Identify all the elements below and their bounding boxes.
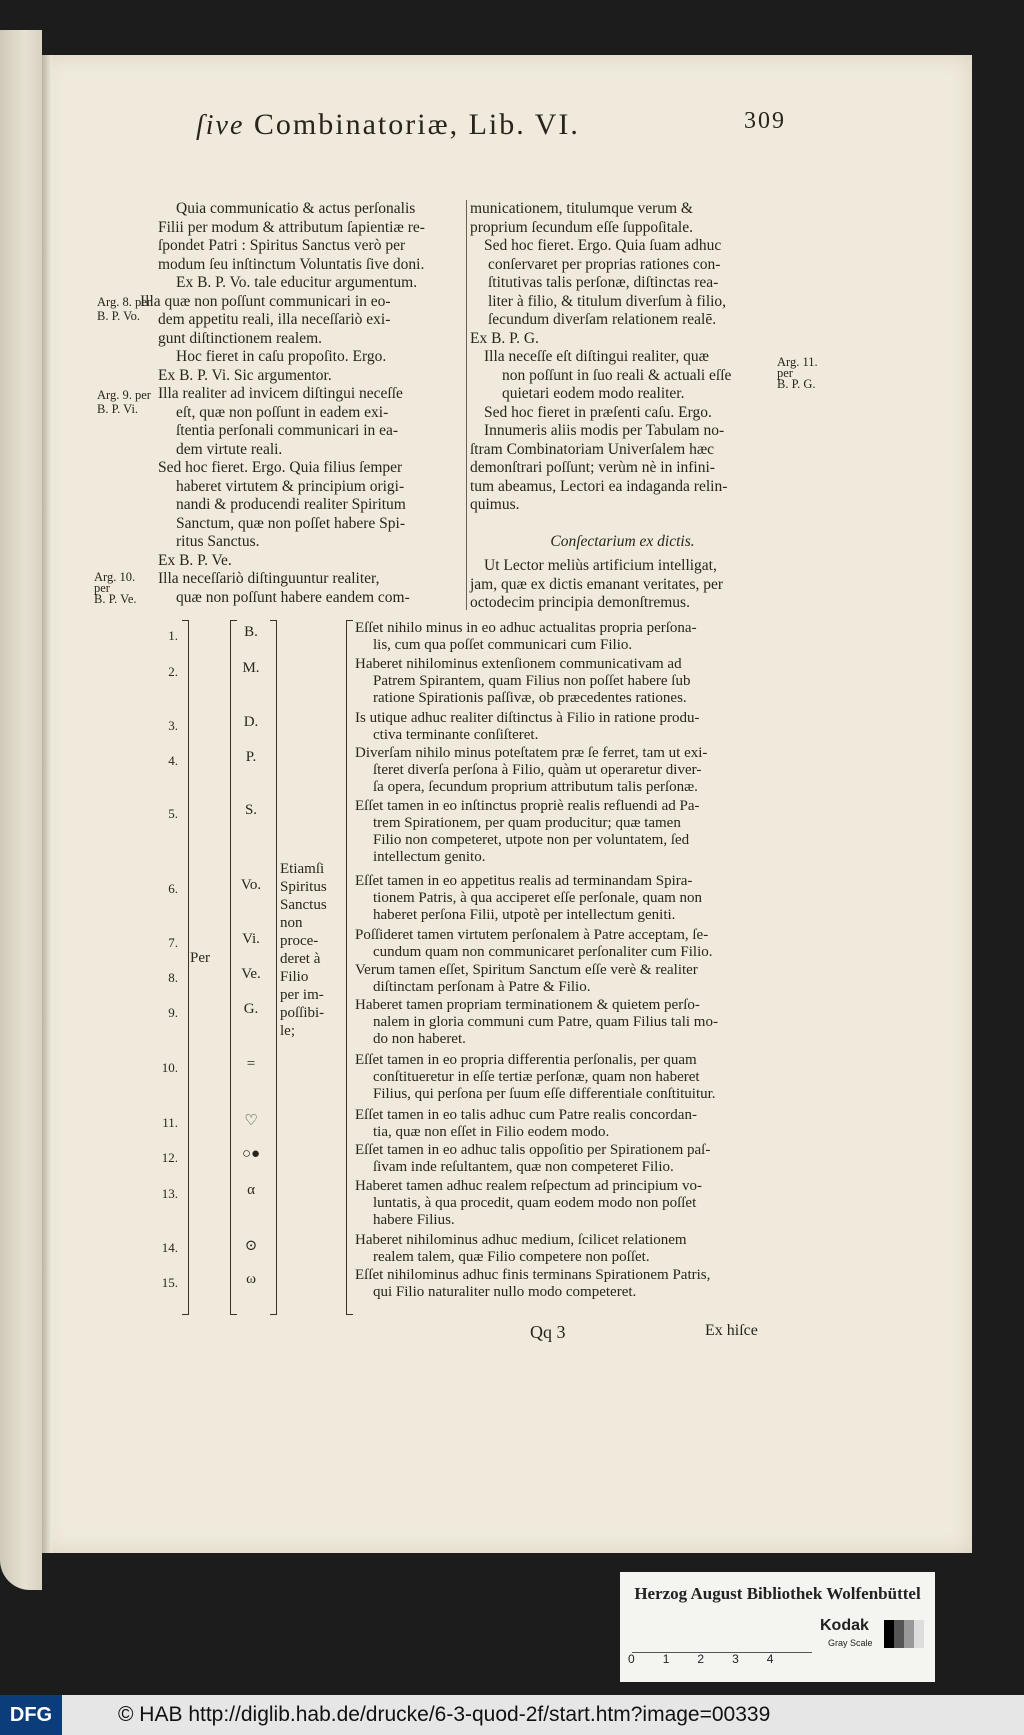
row-text-line: Eſſet tamen in eo propria differentia perſonalis, per quam [355, 1052, 697, 1068]
etiamsi-line: poſſibi- [280, 1005, 325, 1021]
gray-swatch [884, 1620, 924, 1648]
text-line: quimus. [470, 496, 520, 513]
text-line: Sed hoc fieret in præſenti caſu. Ergo. [484, 403, 712, 421]
row-text-line: realem talem, quæ Filio competere non poſſet. [373, 1249, 650, 1265]
row-text-line: tia, quæ non eſſet in Filio eodem modo. [373, 1124, 610, 1140]
row-text [355, 798, 775, 866]
text-line: Sanctum, quæ non poſſet habere Spi- [176, 514, 406, 532]
margin-line: Arg. 11. [777, 355, 818, 369]
margin-note-arg10 [94, 572, 137, 605]
text-line: tum abeamus, Lectori ea indaganda relin- [470, 477, 728, 495]
row-text-line: ctiva terminante conſiſteret. [373, 727, 539, 743]
text-line: liter à filio, & titulum diverſum à filio, [488, 292, 727, 310]
etiamsi-note [280, 860, 342, 1040]
row-text-line: intellectum genito. [373, 849, 486, 865]
scale-tick: 4 [766, 1652, 802, 1666]
scale-tick: 0 [628, 1652, 663, 1666]
row-text-line: Poſſideret tamen virtutem perſonalem à Patre acceptam, ſe- [355, 927, 709, 943]
text-line: Ex B. P. Vo. tale educitur argumentum. [176, 274, 418, 291]
row-text-line: ſteret diverſa perſona à Filio, quàm ut operaretur diver- [373, 762, 702, 778]
row-text [355, 1107, 775, 1141]
scale-tick: 3 [732, 1652, 767, 1666]
row-letter: ○● [241, 1146, 261, 1162]
row-number: 3. [168, 718, 178, 733]
etiamsi-line: Spiritus [280, 879, 327, 895]
row-text-line: Is utique adhuc realiter diſtinctus à Filio in ratione produ- [355, 710, 700, 726]
text-line: Conſectarium ex dictis. [550, 532, 695, 550]
facing-page-edge [0, 30, 42, 1590]
text-line: Illa neceſſe eſt diſtingui realiter, quæ [484, 348, 709, 365]
row-number: 6. [168, 881, 178, 896]
margin-line: Arg. 8. per [97, 295, 151, 309]
row-text-line: Haberet tamen adhuc realem reſpectum ad principium vo- [355, 1178, 702, 1194]
row-letter: D. [243, 714, 259, 730]
etiamsi-line: per im- [280, 987, 324, 1003]
row-text-line: Filius, qui perſona per ſuum eſſe differentiale conſtituitur. [373, 1086, 716, 1102]
text-line: Ut Lector meliùs artificium intelligat, [484, 557, 717, 574]
text-line: modum ſeu inſtinctum Voluntatis ſive doni. [158, 255, 425, 273]
row-number: 4. [168, 753, 178, 768]
text-line: Ex B. P. Vi. Sic argumentor. [158, 366, 332, 384]
etiamsi-line: deret à [280, 951, 321, 967]
header-title: Combinatoriæ, Lib. VI. [253, 108, 580, 141]
row-text-line: Haberet tamen propriam terminationem & quietem perſo- [355, 997, 700, 1013]
row-number: 10. [161, 1060, 178, 1075]
row-text-line: do non haberet. [373, 1031, 466, 1047]
text-line: Ex B. P. Ve. [158, 551, 232, 569]
text-line: eſt, quæ non poſſunt in eadem exi- [176, 403, 389, 421]
row-number: 1. [168, 628, 178, 643]
row-letter: M. [242, 660, 260, 676]
row-letter: S. [244, 802, 258, 818]
text-line: nandi & producendi realiter Spiritum [176, 496, 406, 513]
row-letter: G. [243, 1001, 259, 1017]
margin-line: Arg. 10. [94, 570, 136, 584]
row-text [355, 710, 775, 744]
row-letter: ω [246, 1271, 256, 1287]
row-letter: = [246, 1056, 256, 1072]
margin-line: per [777, 366, 793, 380]
row-letter: P. [245, 749, 257, 765]
margin-line: B. P. Vi. [97, 402, 139, 416]
text-line: Ex B. P. G. [470, 329, 539, 347]
etiamsi-line: le; [280, 1023, 295, 1039]
brace-numbers [182, 620, 189, 1315]
row-text-line: ſa opera, ſecundum proprium attributum talis perſonæ. [373, 779, 698, 795]
text-line: Innumeris aliis modis per Tabulam no- [484, 422, 725, 439]
row-text [355, 745, 775, 796]
brace-letters-right [270, 620, 277, 1315]
row-text-line: Eſſet tamen in eo inſtinctus propriè realis refluendi ad Pa- [355, 798, 700, 814]
row-text-line: trem Spirationem, per quam producitur; quæ tamen [373, 815, 681, 831]
brace-letters-left [230, 620, 237, 1315]
text-line: ſecundum diverſam relationem realē. [488, 311, 717, 328]
text-line: demonſtrari poſſunt; verùm nè in infini- [470, 459, 715, 476]
row-text-line: Haberet nihilominus adhuc medium, ſcilicet relationem [355, 1232, 687, 1248]
text-line: proprium ſecundum eſſe ſuppoſitale. [470, 218, 693, 236]
text-line: gunt diſtinctionem realem. [158, 329, 322, 347]
text-line: quæ non poſſunt habere eandem com- [176, 588, 410, 606]
row-text-line: Filio non competeret, utpote non per voluntatem, ſed [373, 832, 690, 848]
row-text [355, 1142, 775, 1176]
margin-line: per [94, 581, 110, 595]
row-text-line: luntatis, à qua procedit, quam eodem modo non poſſet [373, 1195, 697, 1211]
gray-scale-text: Gray Scale [828, 1638, 873, 1648]
row-number: 12. [161, 1150, 178, 1165]
row-text-line: Eſſet nihilo minus in eo adhuc actualitas propria perſona- [355, 620, 697, 636]
row-number: 7. [168, 935, 178, 950]
margin-line: B. P. Ve. [94, 592, 137, 606]
text-line: Quia communicatio & actus perſonalis [176, 200, 416, 217]
right-column [470, 200, 775, 613]
row-text [355, 927, 775, 961]
text-line: dem appetitu reali, illa neceſſariò exi- [158, 311, 391, 328]
catchword: Ex hiſce [705, 1322, 758, 1339]
row-number: 2. [168, 664, 178, 679]
row-letter: B. [244, 624, 258, 640]
row-text-line: Eſſet tamen in eo adhuc talis oppoſitio per Spirationem paſ- [355, 1142, 711, 1158]
row-number: 5. [168, 806, 178, 821]
text-line: quietari eodem modo realiter. [502, 385, 685, 402]
text-line: haberet virtutem & principium origi- [176, 477, 405, 495]
etiamsi-line: non [280, 915, 303, 931]
text-line: non poſſunt in ſuo reali & actuali eſſe [502, 366, 732, 384]
text-line: Hoc fieret in caſu propoſito. Ergo. [176, 348, 387, 365]
row-text [355, 1052, 775, 1103]
text-line: ſtram Combinatoriam Univerſalem hæc [470, 440, 715, 458]
scale-ruler [632, 1618, 812, 1653]
column-divider [466, 200, 467, 610]
row-number: 9. [168, 1005, 178, 1020]
credit-bar [0, 1695, 1024, 1735]
library-name: Herzog August Bibliothek Wolfenbüttel [634, 1584, 921, 1603]
etiamsi-line: Sanctus [280, 897, 327, 913]
row-letter: ⊙ [244, 1238, 258, 1254]
text-line: jam, quæ ex dictis emanant veritates, per [470, 575, 724, 593]
row-text-line: haberet perſona Filii, utpotè per intellectum geniti. [373, 907, 676, 923]
row-text-line: Patrem Spirantem, quam Filius non poſſet habere ſub [373, 673, 691, 689]
row-text-line: Haberet nihilominus extenſionem communicativam ad [355, 656, 682, 672]
text-line: dem virtute reali. [176, 440, 283, 458]
row-text-line: conſtitueretur in eſſe tertiæ perſonæ, quam non haberet [373, 1069, 700, 1085]
scale-tick: 2 [697, 1652, 733, 1666]
text-line: ſtitutivas talis perſonæ, diſtinctas rea- [488, 274, 719, 291]
margin-note-arg11 [777, 357, 818, 390]
row-text-line: Diverſam nihilo minus poteſtatem præ ſe ferret, tam ut exi- [355, 745, 708, 761]
row-text-line: lis, cum qua poſſet communicari cum Filio. [373, 637, 633, 653]
row-text [355, 873, 775, 924]
row-letter: Vo. [240, 877, 262, 893]
row-text-line: Verum tamen eſſet, Spiritum Sanctum eſſe verè & realiter [355, 962, 698, 978]
row-letter: α [247, 1182, 255, 1198]
row-text-line: Eſſet tamen in eo talis adhuc cum Patre realis concordan- [355, 1107, 697, 1123]
margin-line: Arg. 9. per [97, 388, 151, 402]
header-italic: ſive [196, 110, 245, 141]
row-text [355, 1232, 775, 1266]
row-text-line: ratione Spirationis paſſivæ, ob præcedentes rationes. [373, 690, 687, 706]
kodak-logo: Kodak [820, 1617, 869, 1634]
scale-tick: 1 [662, 1652, 698, 1666]
scale-ticks [628, 1652, 801, 1666]
row-text [355, 1267, 775, 1301]
row-text [355, 620, 775, 654]
credit-text: © HAB http://diglib.hab.de/drucke/6-3-quod-2f/start.htm?image=00339 [118, 1703, 771, 1726]
margin-note-arg8 [97, 295, 151, 323]
row-text [355, 1178, 775, 1229]
row-number: 13. [161, 1186, 178, 1201]
text-line: Sed hoc fieret. Ergo. Quia filius ſemper [158, 459, 403, 476]
row-number: 14. [161, 1240, 178, 1255]
etiamsi-line: Filio [280, 969, 309, 985]
row-letter: Vi. [242, 931, 260, 947]
per-label: Per [190, 950, 210, 966]
margin-line: B. P. G. [777, 377, 816, 391]
row-text-line: ſivam inde reſultantem, quæ non competeret Filio. [373, 1159, 674, 1175]
margin-note-arg9 [97, 388, 151, 416]
row-text-line: tionem Patris, à qua acciperet eſſe perſonale, quam non [373, 890, 703, 906]
left-column [140, 200, 463, 607]
etiamsi-line: Etiamſi [280, 861, 325, 877]
row-text-line: habere Filius. [373, 1212, 455, 1228]
text-line: ritus Sanctus. [176, 533, 260, 550]
row-text-line: cundum quam non communicaret perſonaliter cum Filio. [373, 944, 713, 960]
row-number: 8. [168, 970, 178, 985]
text-line: Filii per modum & attributum ſapientiæ re- [158, 218, 425, 236]
text-line: conſervaret per proprias rationes con- [488, 255, 721, 273]
row-text-line: nalem in gloria communi cum Patre, quam Filius tali mo- [373, 1014, 718, 1030]
row-number: 15. [161, 1275, 178, 1290]
text-line: ſpondet Patri : Spiritus Sanctus verò per [158, 237, 406, 254]
text-line: Illa neceſſariò diſtinguuntur realiter, [158, 570, 380, 587]
row-text [355, 962, 775, 996]
text-line: ſtentia perſonali communicari in ea- [176, 422, 399, 439]
text-line: Illa quæ non poſſunt communicari in eo- [140, 292, 391, 310]
text-line: Sed hoc fieret. Ergo. Quia ſuam adhuc [484, 237, 722, 254]
page-gutter [42, 55, 52, 1553]
color-scale-label [620, 1572, 935, 1682]
row-text-line: diſtinctam perſonam à Patre & Filio. [373, 979, 591, 995]
row-text [355, 656, 775, 707]
text-line: Illa realiter ad invicem diſtingui neceſſe [158, 385, 403, 402]
row-text [355, 997, 775, 1048]
row-letter: ♡ [244, 1113, 258, 1129]
etiamsi-line: proce- [280, 933, 319, 949]
row-text-line: Eſſet nihilominus adhuc finis terminans Spirationem Patris, [355, 1267, 711, 1283]
page-number: 309 [744, 108, 786, 134]
row-number: 11. [162, 1115, 178, 1130]
dfg-logo: DFG [0, 1695, 62, 1735]
row-text-line: Eſſet tamen in eo appetitus realis ad terminandam Spira- [355, 873, 693, 889]
brace-texts [346, 620, 353, 1315]
running-header [196, 108, 786, 142]
margin-line: B. P. Vo. [97, 309, 140, 323]
row-letter: Ve. [241, 966, 261, 982]
signature-mark: Qq 3 [530, 1322, 566, 1342]
text-line: octodecim principia demonſtremus. [470, 594, 690, 611]
row-text-line: qui Filio naturaliter nullo modo competeret. [373, 1284, 637, 1300]
text-line: municationem, titulumque verum & [470, 200, 693, 217]
